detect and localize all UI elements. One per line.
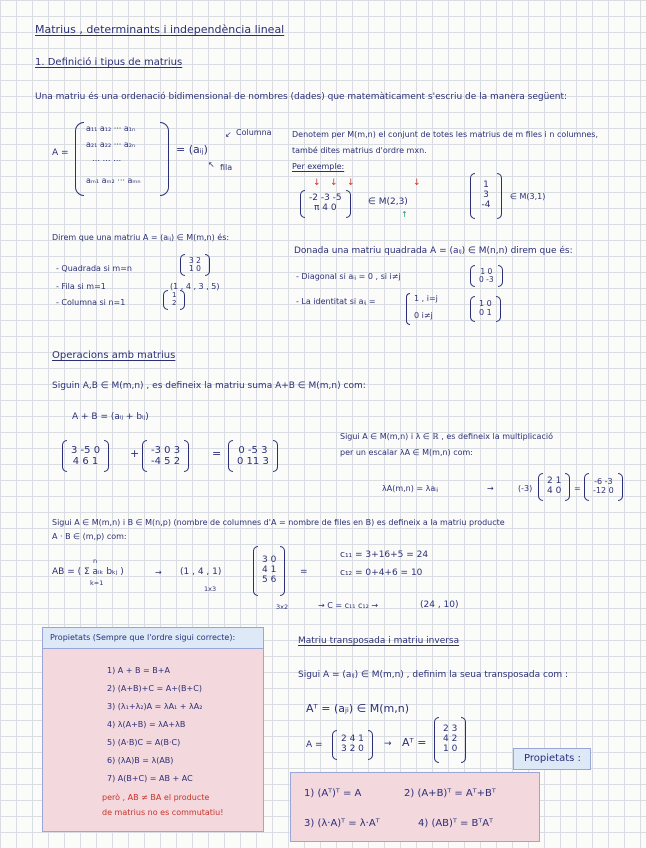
transpose-at-label: Aᵀ =	[402, 736, 427, 749]
fila-arrow-icon: ↖	[208, 160, 215, 169]
tambe-text: també dites matrius d'ordre mxn.	[292, 146, 427, 155]
scalar-result: -6 -3 -12 0	[584, 473, 623, 501]
c12-computation: c₁₂ = 0+4+6 = 10	[340, 568, 423, 578]
plus-sign: +	[130, 447, 140, 460]
identity-case-2: 0 i≠j	[414, 311, 433, 320]
type-square: - Quadrada si m=n	[56, 264, 132, 273]
sum-lower-limit: k=1	[90, 579, 104, 587]
c-result-text: → C = c₁₁ c₁₂ →	[318, 601, 379, 610]
scalar-formula: λA(m,n) = λaᵢⱼ	[382, 484, 439, 493]
non-commutative-note-2: de matrius no es commutatiu!	[102, 808, 224, 817]
donada-text: Donada una matriu quadrada A = (aᵢⱼ) ∈ M(n,n) direm que és:	[294, 246, 573, 256]
product-equals: =	[300, 567, 308, 577]
transpose-prop-3: 3) (λ·A)ᵀ = λ·Aᵀ	[304, 818, 380, 829]
sum-upper-limit: n	[93, 557, 98, 565]
scalar-definition-text-2: per un escalar λA ∈ M(m,n) com:	[340, 448, 473, 457]
down-arrow-icon: ↓	[313, 178, 321, 188]
generic-right-paren	[160, 122, 169, 196]
fila-label: fila	[220, 163, 233, 172]
c11-computation: c₁₁ = 3+16+5 = 24	[340, 550, 429, 560]
transpose-props-box	[290, 772, 540, 842]
transpose-arrow-icon: →	[384, 739, 392, 749]
property-item: 4) λ(A+B) = λA+λB	[107, 720, 186, 729]
sum-definition-text: Siguin A,B ∈ M(m,n) , es defineix la matriu suma A+B ∈ M(m,n) com:	[52, 381, 366, 391]
down-arrow-icon: ↓	[347, 178, 355, 188]
down-arrow-icon: ↓	[413, 178, 421, 188]
equals-sign: =	[212, 447, 222, 460]
transpose-a-label: A =	[306, 740, 323, 750]
product-arrow-icon: →	[155, 568, 162, 577]
matrix-b-dimension: 3x2	[276, 603, 289, 611]
section-heading-definition: 1. Definició i tipus de matrius	[35, 57, 183, 68]
property-item: 1) A + B = B+A	[107, 666, 170, 675]
scalar-matrix: 2 1 4 0	[538, 473, 570, 501]
operations-heading: Operacions amb matrius	[52, 350, 176, 361]
identity-case-1: 1 , i=j	[414, 294, 438, 303]
generic-row-1: a₁₁ a₁₂ ··· a₁ₙ	[86, 124, 136, 133]
c-result-vector: (24 , 10)	[420, 600, 459, 610]
generic-left-paren	[75, 122, 84, 196]
transpose-prop-1: 1) (Aᵀ)ᵀ = A	[304, 788, 362, 799]
generic-row-4: aₘ₁ aₘ₂ ··· aₘₙ	[86, 176, 141, 185]
product-formula: AB = ( Σ aᵢₖ bₖⱼ )	[52, 567, 124, 577]
example-membership: ∈ M(2,3)	[368, 197, 408, 207]
columna-arrow-icon: ↙	[225, 130, 232, 139]
transpose-prop-2: 2) (A+B)ᵀ = Aᵀ+Bᵀ	[404, 788, 496, 799]
property-item: 3) (λ₁+λ₂)A = λA₁ + λA₂	[107, 702, 203, 711]
column-example-matrix: 1 3 -4	[470, 173, 502, 219]
page-title: Matrius , determinants i independència lineal	[35, 23, 285, 36]
scalar-equals: =	[574, 484, 581, 493]
product-row-vector: (1 , 4 , 1)	[180, 567, 222, 577]
sum-matrix-a: 3 -5 0 4 6 1	[62, 440, 109, 472]
transpose-props-label: Propietats :	[524, 753, 581, 764]
type-row: - Fila si m=1	[56, 282, 106, 291]
scalar-arrow-icon: →	[487, 484, 494, 493]
transpose-prop-4: 4) (AB)ᵀ = BᵀAᵀ	[418, 818, 493, 829]
diagonal-matrix: 1 0 0 -3	[470, 265, 503, 287]
exemple-label: Per exemple:	[292, 162, 345, 171]
example-matrix: -2 -3 -5 π 4 0	[300, 190, 351, 218]
column-matrix: 1 2	[163, 290, 185, 310]
square-matrix: 3 2 1 0	[180, 254, 210, 276]
down-arrow-icon: ↓	[330, 178, 338, 188]
transpose-heading: Matriu transposada i matriu inversa	[298, 636, 460, 646]
scalar-coefficient: (-3)	[518, 484, 533, 493]
denotem-text: Denotem per M(m,n) el conjunt de totes les matrius de m files i n columnes,	[292, 130, 599, 139]
transpose-formula: Aᵀ = (aⱼᵢ) ∈ M(m,n)	[306, 702, 410, 715]
transpose-matrix-a: 2 4 1 3 2 0	[332, 730, 373, 760]
type-column: - Columna si n=1	[56, 298, 126, 307]
non-commutative-note: però , AB ≠ BA el producte	[102, 793, 210, 802]
generic-row-2: a₂₁ a₂₂ ··· a₂ₙ	[86, 140, 136, 149]
property-item: 5) (A·B)C = A(B·C)	[107, 738, 181, 747]
property-item: 6) (λA)B = λ(AB)	[107, 756, 174, 765]
direm-text: Direm que una matriu A = (aᵢⱼ) ∈ M(m,n) és:	[52, 233, 230, 242]
columna-label: Columna	[236, 128, 272, 137]
identity-matrix: 1 0 0 1	[470, 296, 501, 322]
up-arrow-icon: ↑	[401, 210, 408, 219]
product-matrix-b: 3 0 4 1 5 6	[253, 546, 285, 596]
identity-brace	[406, 293, 410, 325]
property-item: 2) (A+B)+C = A+(B+C)	[107, 684, 202, 693]
type-diagonal: - Diagonal si aᵢⱼ = 0 , si i≠j	[296, 272, 401, 281]
transpose-definition-text: Sigui A = (aᵢⱼ) ∈ M(m,n) , definim la seua transposada com :	[298, 670, 569, 680]
row-vector: (1 , 4 , 3 , 5)	[170, 282, 220, 291]
sum-matrix-result: 0 -5 3 0 11 3	[228, 440, 278, 472]
generic-row-3: ⋯ ⋯ ⋯	[92, 156, 122, 165]
generic-a-label: A =	[52, 148, 69, 158]
product-definition-text-2: A · B ∈ (m,p) com:	[52, 532, 127, 541]
product-definition-text: Sigui A ∈ M(m,n) i B ∈ M(n,p) (nombre de columnes d'A = nombre de files en B) es defineix a la matriu producte	[52, 518, 505, 527]
transpose-matrix-at: 2 3 4 2 1 0	[434, 717, 466, 763]
intro-text: Una matriu és una ordenació bidimensional de nombres (dades) que matemàticament s'escriu de la manera següent:	[35, 92, 568, 102]
column-example-membership: ∈ M(3,1)	[510, 192, 546, 201]
scalar-definition-text: Sigui A ∈ M(m,n) i λ ∈ ℝ , es defineix la multiplicació	[340, 432, 553, 441]
property-item: 7) A(B+C) = AB + AC	[107, 774, 193, 783]
aij-notation: = (aᵢⱼ)	[176, 143, 208, 156]
properties-heading: Propietats (Sempre que l'ordre sigui correcte):	[50, 633, 236, 642]
sum-formula: A + B = (aᵢⱼ + bᵢⱼ)	[72, 412, 149, 422]
type-identity: - La identitat si aᵢⱼ =	[296, 297, 376, 306]
row-dimension: 1x3	[204, 585, 217, 593]
sum-matrix-b: -3 0 3 -4 5 2	[142, 440, 189, 472]
